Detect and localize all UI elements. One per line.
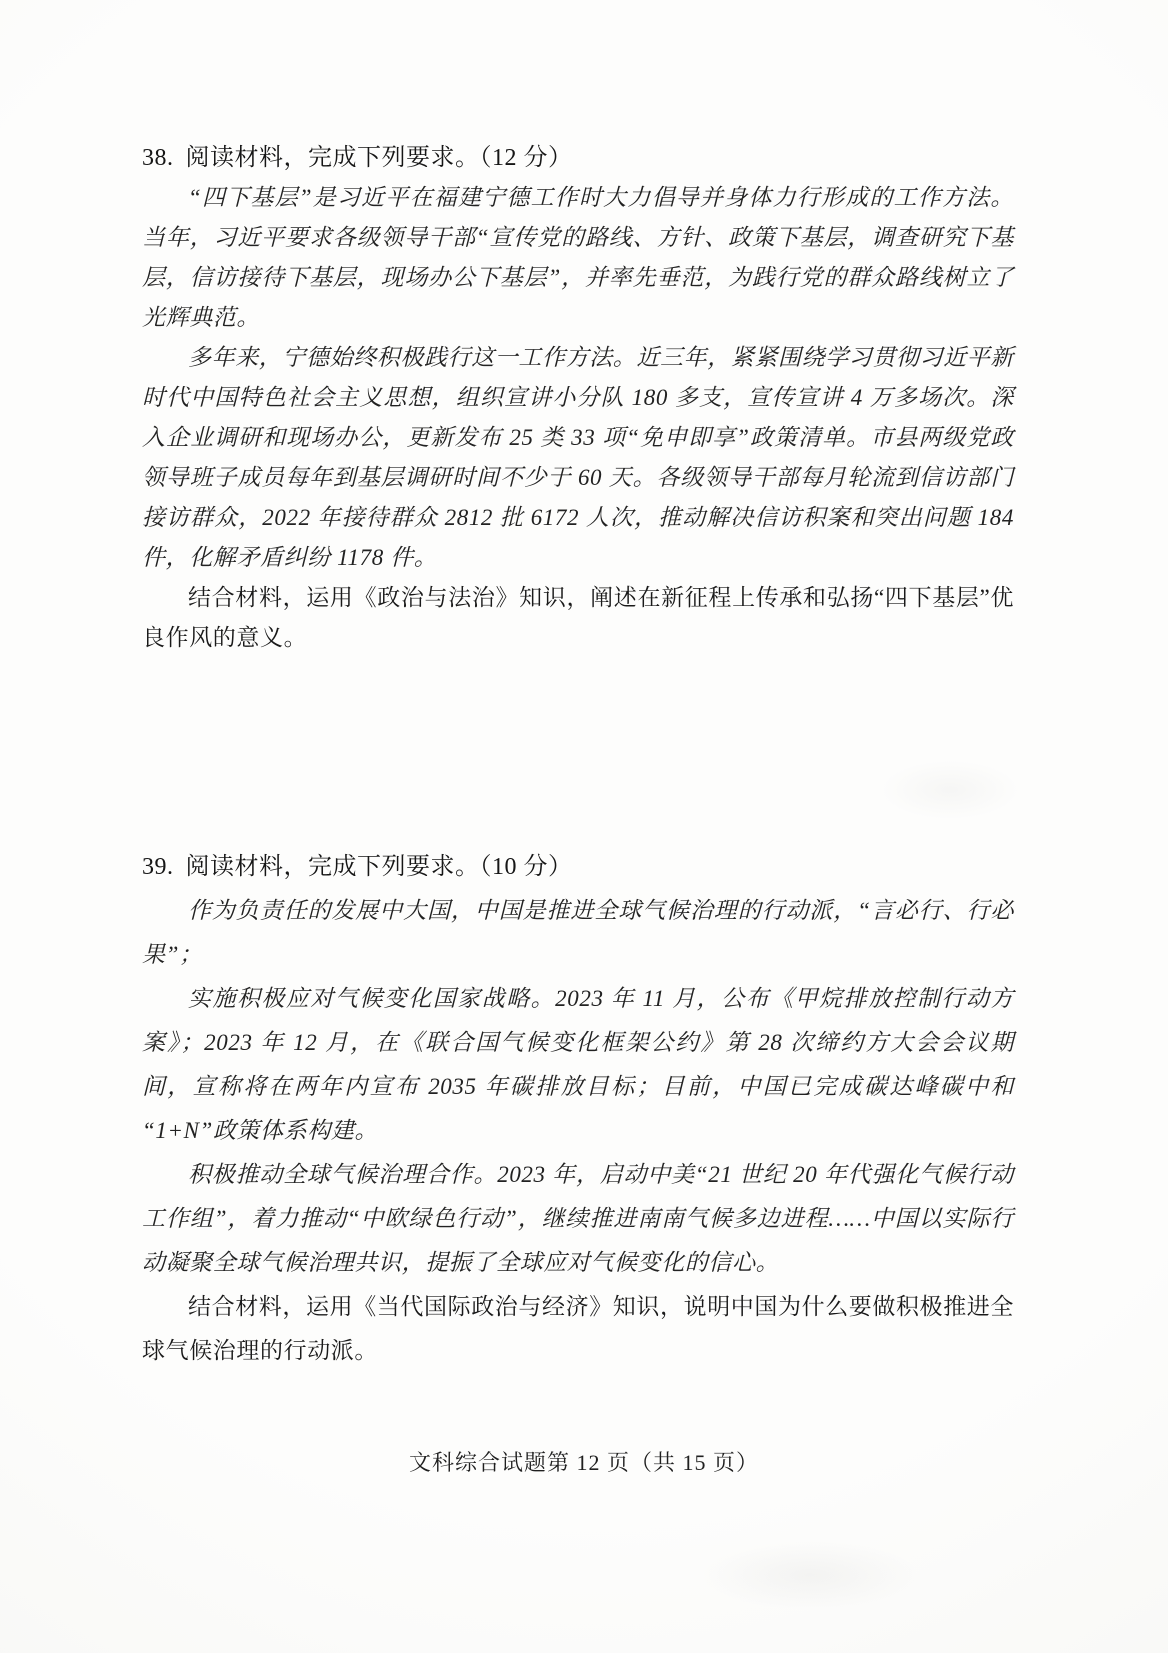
page-footer: 文科综合试题第 12 页（共 15 页） [408,1450,759,1475]
question-38-number: 38. [142,145,174,171]
question-39-material-paragraph-3: 积极推动全球气候治理合作。2023 年，启动中美“21 世纪 20 年代强化气候行动工作组”，着力推动“中欧绿色行动”，继续推进南南气候多边进程……中国以实际行动凝聚全球气候治理共识，提振了全球应对气候变化的信心。 [142,1162,1014,1275]
scan-noise [700,1540,920,1610]
question-39-material-paragraph-1: 作为负责任的发展中大国，中国是推进全球气候治理的行动派，“言必行、行必果”； [142,898,1014,967]
question-39-heading [142,845,1014,889]
question-38-prompt: 结合材料，运用《政治与法治》知识，阐述在新征程上传承和弘扬“四下基层”优良作风的意义。 [142,585,1014,650]
question-38-section [142,138,1014,658]
question-39-heading-text: 阅读材料，完成下列要求。（10 分） [185,854,573,880]
question-39-section [142,845,1014,1373]
question-38-heading [142,138,1014,178]
question-38-material-paragraph-2: 多年来，宁德始终积极践行这一工作方法。近三年，紧紧围绕学习贯彻习近平新时代中国特色社会主义思想，组织宣讲小分队 180 多支，宣传宣讲 4 万多场次。深入企业调研和现场办公，更新发布 25 类 33 项“免申即享”政策清单。市县两级党政领导班子成员每年到基层调研时间不少于 60 天。各级领导干部每月轮流到信访部门接访群众，2022 年接待群众 2812 批 6172 人次，推动解决信访积案和突出问题 184 件，化解矛盾纠纷 1178 件。 [142,345,1014,570]
question-38-material-paragraph-1: “四下基层”是习近平在福建宁德工作时大力倡导并身体力行形成的工作方法。当年，习近平要求各级领导干部“宣传党的路线、方针、政策下基层，调查研究下基层，信访接待下基层，现场办公下基层”，并率先垂范，为践行党的群众路线树立了光辉典范。 [142,185,1014,330]
question-39-prompt: 结合材料，运用《当代国际政治与经济》知识，说明中国为什么要做积极推进全球气候治理的行动派。 [142,1294,1014,1363]
question-38-heading-text: 阅读材料，完成下列要求。（12 分） [185,145,573,171]
question-39-material-paragraph-2: 实施积极应对气候变化国家战略。2023 年 11 月，公布《甲烷排放控制行动方案》；2023 年 12 月，在《联合国气候变化框架公约》第 28 次缔约方大会会议期间，宣称将在两年内宣布 2035 年碳排放目标；目前，中国已完成碳达峰碳中和“1+N”政策体系构建。 [142,986,1014,1143]
page-content [142,138,1014,1373]
question-39-number: 39. [142,854,174,880]
